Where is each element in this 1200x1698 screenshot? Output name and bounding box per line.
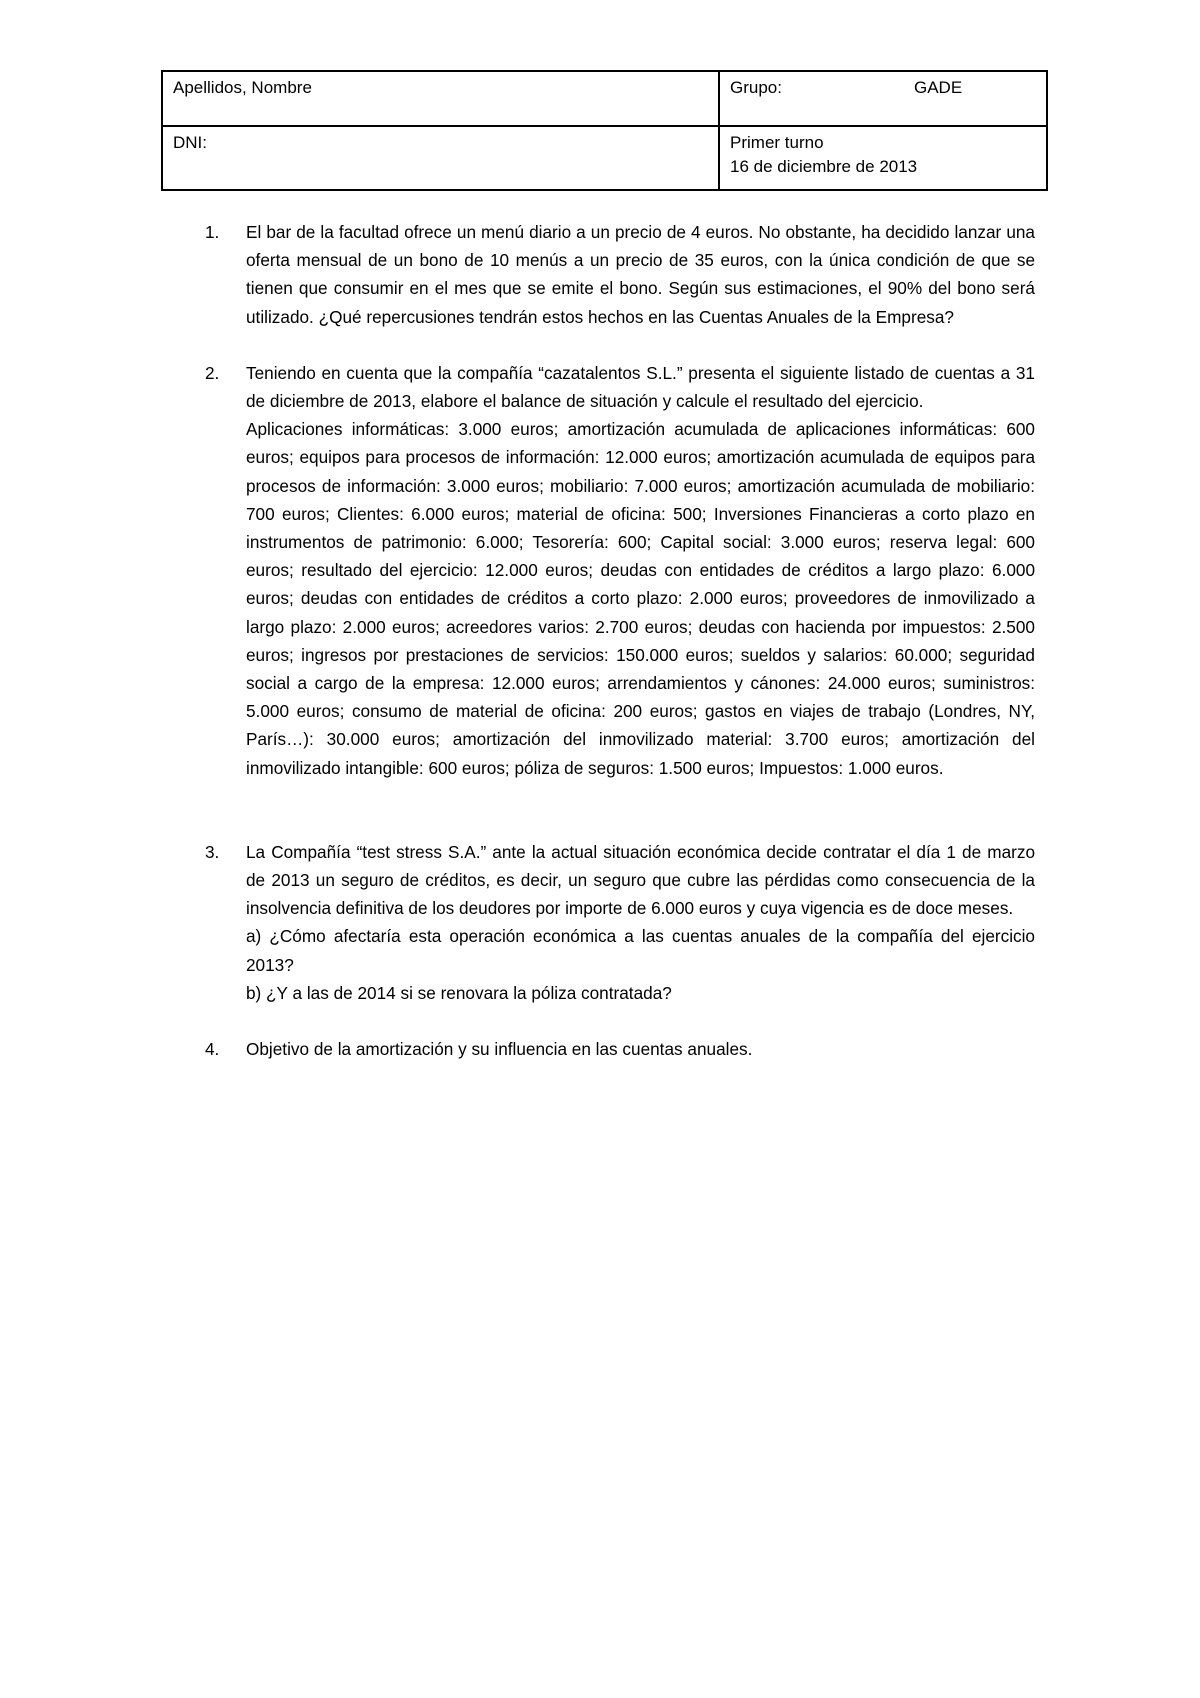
dni-label: DNI: (173, 133, 207, 152)
sub-question-b: b) ¿Y a las de 2014 si se renovara la póliza contratada? (246, 982, 672, 1003)
sub-question-a: a) ¿Cómo afectaría esta operación económica a las cuentas anuales de la compañía del ejercicio 2013? (246, 926, 1035, 975)
question-text: La Compañía “test stress S.A.” ante la actual situación económica decide contratar el día 1 de marzo de 2013 un seguro de créditos, es decir, un seguro que cubre las pérdidas como consecuencia de la insolvencia definitiva de los deudores por importe de 6.000 euros y cuya vigencia es de doce meses. (246, 841, 1035, 919)
shift-date-cell (719, 126, 1047, 190)
question-4 (205, 1035, 1035, 1063)
question-3 (205, 838, 1035, 1007)
name-cell (162, 71, 719, 126)
question-text: Objetivo de la amortización y su influencia en las cuentas anuales. (246, 1039, 753, 1060)
exam-header-table (161, 70, 1048, 191)
question-list (205, 218, 1035, 1063)
exam-date: 16 de diciembre de 2013 (730, 157, 918, 176)
question-number: 2. (205, 362, 220, 383)
group-cell (719, 71, 1047, 126)
question-1 (205, 218, 1035, 331)
question-2 (205, 359, 1035, 782)
account-listing: Aplicaciones informáticas: 3.000 euros; amortización acumulada de aplicaciones informáticas: 600 euros; equipos para procesos de información: 12.000 euros; amortización acumulada de equipos para procesos de información: 3.000 euros; mobiliario: 7.000 euros; amortización acumulada de mobiliario: 700 euros; Clientes: 6.000 euros; material de oficina: 500; Inversiones Financieras a corto plazo en instrumentos de patrimonio: 6.000; Tesorería: 600; Capital social: 3.000 euros; reserva legal: 600 euros; resultado del ejercicio: 12.000 euros; deudas con entidades de créditos a largo plazo: 6.000 euros; deudas con entidades de créditos a corto plazo: 2.000 euros; proveedores de inmovilizado a largo plazo: 2.000 euros; acreedores varios: 2.700 euros; deudas con hacienda por impuestos: 2.500 euros; ingresos por prestaciones de servicios: 150.000 euros; sueldos y salarios: 60.000; seguridad social a cargo de la empresa: 12.000 euros; arrendamientos y cánones: 24.000 euros; suministros: 5.000 euros; consumo de material de oficina: 200 euros; gastos en viajes de trabajo (Londres, NY, París…): 30.000 euros; amortización del inmovilizado material: 3.700 euros; amortización del inmovilizado intangible: 600 euros; póliza de seguros: 1.500 euros; Impuestos: 1.000 euros. (246, 419, 1035, 778)
exam-shift: Primer turno (730, 133, 824, 152)
question-text: Teniendo en cuenta que la compañía “cazatalentos S.L.” presenta el siguiente listado de cuentas a 31 de diciembre de 2013, elabore el balance de situación y calcule el resultado del ejercicio. (246, 362, 1035, 412)
question-number: 1. (205, 222, 220, 242)
group-label: Grupo: (730, 78, 782, 97)
question-text: El bar de la facultad ofrece un menú diario a un precio de 4 euros. No obstante, ha decidido lanzar una oferta mensual de un bono de 10 menús a un precio de 35 euros, con la única condición de que se tienen que consumir en el mes que se emite el bono. Según sus estimaciones, el 90% del bono será utilizado. ¿Qué repercusiones tendrán estos hechos en las Cuentas Anuales de la Empresa? (246, 222, 1035, 327)
dni-cell (162, 126, 719, 190)
question-number: 3. (205, 841, 220, 862)
group-value: GADE (914, 78, 963, 97)
name-label: Apellidos, Nombre (173, 78, 312, 97)
question-number: 4. (205, 1039, 220, 1060)
